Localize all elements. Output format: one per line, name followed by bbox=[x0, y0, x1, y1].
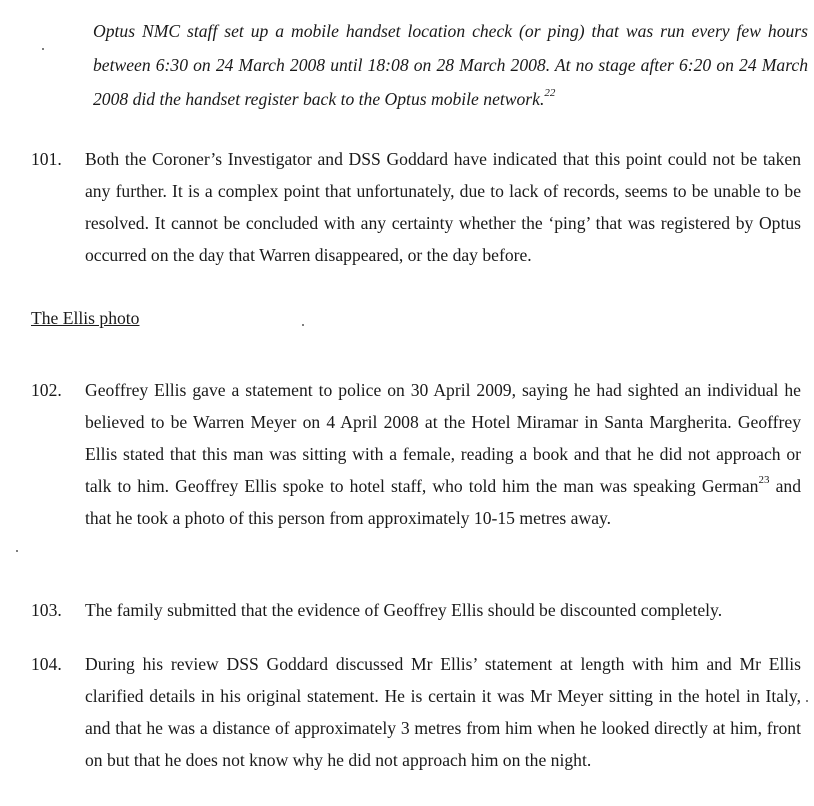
paragraph-text bbox=[85, 374, 801, 534]
paragraph-text-part-a: Geoffrey Ellis gave a statement to police on 30 April 2009, saying he had sighted an individual he believed to be Warren Meyer on 4 April 2008 at the Hotel Miramar in Santa Margherita. Geoffrey Ellis stated that this man was sitting with a female, reading a book and that he did not approach or talk to him. Geoffrey Ellis spoke to hotel staff, who told him the man was speaking German bbox=[85, 380, 801, 496]
paragraph-text-part-b: and that he took a photo of this person from approximately 10-15 metres away. bbox=[85, 476, 801, 528]
paragraph-number: 103. bbox=[31, 600, 62, 620]
quoted-passage-text: Optus NMC staff set up a mobile handset location check (or ping) that was run every few hours between 6:30 on 24 March 2008 until 18:08 on 28 March 2008. At no stage after 6:20 on 24 March 2008 did the handset register back to the Optus mobile network. bbox=[93, 21, 808, 109]
quoted-passage bbox=[93, 14, 808, 116]
paragraph-number: 102. bbox=[31, 380, 62, 400]
scan-speck bbox=[302, 324, 304, 326]
section-heading: The Ellis photo bbox=[31, 308, 140, 328]
footnote-ref-23: 23 bbox=[758, 474, 770, 487]
footnote-ref-22: 22 bbox=[544, 87, 556, 100]
paragraph-text: The family submitted that the evidence of Geoffrey Ellis should be discounted completely. bbox=[85, 600, 723, 620]
paragraph-number: 104. bbox=[31, 654, 62, 674]
scan-speck bbox=[16, 550, 18, 552]
scan-speck bbox=[42, 48, 44, 50]
paragraph-text: Both the Coroner’s Investigator and DSS Goddard have indicated that this point could not be taken any further. It is a complex point that unfortunately, due to lack of records, seems to be unable to be resolved. It cannot be concluded with any certainty whether the ‘ping’ that was registered by Optus occurred on the day that Warren disappeared, or the day before. bbox=[85, 149, 801, 265]
paragraph-text: During his review DSS Goddard discussed Mr Ellis’ statement at length with him and Mr Ellis clarified details in his original statement. He is certain it was Mr Meyer sitting in the hotel in Italy, and that he was a distance of approximately 3 metres from him when he looked directly at him, front on but that he does not know why he did not approach him on the night. bbox=[85, 654, 801, 770]
paragraph-number: 101. bbox=[31, 149, 62, 169]
scan-speck bbox=[806, 700, 808, 702]
